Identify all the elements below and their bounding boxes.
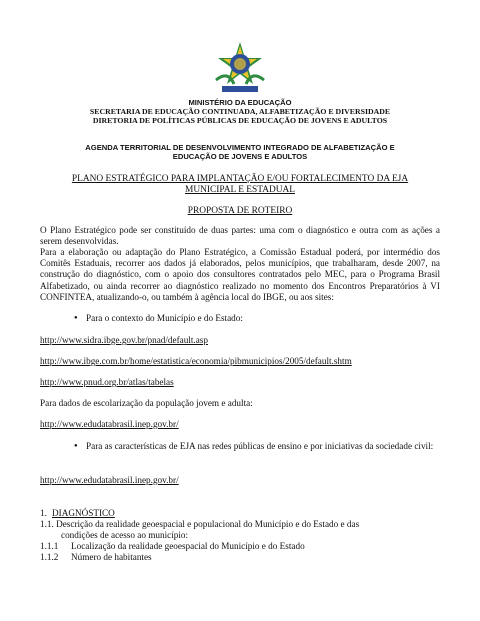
link-sidra[interactable]: http://www.sidra.ibge.gov.br/pnad/default.asp — [40, 335, 208, 345]
item-1-1-continued: condições de acesso ao município: — [61, 530, 189, 540]
secretariat-title: SECRETARIA DE EDUCAÇÃO CONTINUADA, ALFABETIZAÇÃO E DIVERSIDADE — [89, 107, 391, 116]
item-1-1: 1.1. Descrição da realidade geoespacial e populacional do Município e do Estado e das — [40, 519, 360, 529]
bullet-context: ● Para o contexto do Município e do Estado: — [86, 313, 243, 324]
elaboration-paragraph: Para a elaboração ou adaptação do Plano Estratégico, a Comissão Estadual poderá, por intermédio dos Comitês Estaduais, recorrer aos dados já elaborados, pelos municípios, que trabalharam, desde 2007, na construção do diagnóstico, com o apoio dos consultores contratados pelo MEC, para o Programa Brasil Alfabetizado, ou ainda recorrer ao diagnóstico realizado no momento dos Encontros Preparatórios à VI CONFINTEA, atualizando-o, ou também à agência local do IBGE, ou aos sites: — [40, 247, 440, 302]
link-pnud[interactable]: http://www.pnud.org.br/atlas/tabelas — [40, 377, 174, 387]
proposal-title: PROPOSTA DE ROTEIRO — [187, 206, 293, 216]
bullet-eja-characteristics: ● Para as características de EJA nas redes públicas de ensino e por iniciativas da sociedade civil: — [86, 441, 440, 452]
agenda-title-line2: EDUCAÇÃO DE JOVENS E ADULTOS — [172, 152, 308, 161]
item-1-1-2-number: 1.1.2 — [40, 552, 59, 562]
item-1-1-2-text: Número de habitantes — [71, 552, 152, 562]
intro-paragraph: O Plano Estratégico pode ser constituído de duas partes: uma com o diagnóstico e outra com as ações a serem desenvolvidas. — [40, 225, 440, 247]
brazil-coat-of-arms-icon — [210, 40, 270, 96]
ministry-title: MINISTÉRIO DA EDUCAÇÃO — [188, 98, 292, 107]
agenda-title-line1: AGENDA TERRITORIAL DE DESENVOLVIMENTO INTEGRADO DE ALFABETIZAÇÃO E — [85, 143, 395, 152]
plan-title-line2: MUNICIPAL E ESTADUAL — [184, 185, 295, 195]
link-edudata-1[interactable]: http://www.edudatabrasil.inep.gov.br/ — [40, 419, 179, 429]
schooling-text: Para dados de escolarização da população jovem e adulta: — [40, 398, 253, 408]
plan-title-line1: PLANO ESTRATÉGICO PARA IMPLANTAÇÃO E/OU FORTALECIMENTO DA EJA — [71, 174, 409, 184]
link-ibge-pib[interactable]: http://www.ibge.com.br/home/estatistica/economia/pibmunicipios/2005/default.shtm — [40, 356, 352, 366]
section-title-diagnostico: DIAGNÓSTICO — [52, 508, 115, 518]
link-edudata-2[interactable]: http://www.edudatabrasil.inep.gov.br/ — [40, 475, 179, 485]
directorate-title: DIRETORIA DE POLÍTICAS PÚBLICAS DE EDUCAÇÃO DE JOVENS E ADULTOS — [92, 116, 388, 125]
section-number: 1. — [40, 508, 47, 518]
item-1-1-1-number: 1.1.1 — [40, 541, 59, 551]
item-1-1-1-text: Localização da realidade geoespacial do Município e do Estado — [71, 541, 305, 551]
